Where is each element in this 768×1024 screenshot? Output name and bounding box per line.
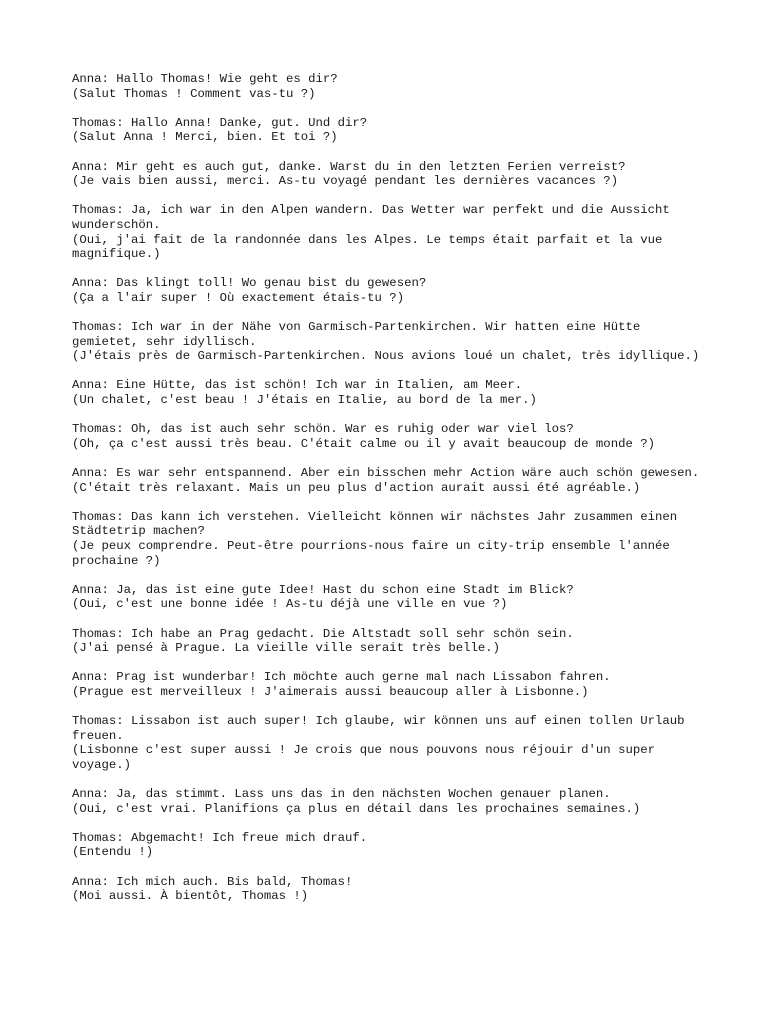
german-line: Anna: Ich mich auch. Bis bald, Thomas! [72,874,353,889]
french-translation: (Ça a l'air super ! Où exactement étais-tu ?) [72,290,405,305]
french-translation: (Lisbonne c'est super aussi ! Je crois que nous pouvons nous réjouir d'un super voyage.) [72,743,663,772]
german-line: Thomas: Ja, ich war in den Alpen wandern. Das Wetter war perfekt und die Aussicht wunderschön. [72,203,678,232]
french-translation: (Salut Thomas ! Comment vas-tu ?) [72,86,316,101]
dialogue-entry [72,510,712,568]
german-line: Thomas: Lissabon ist auch super! Ich glaube, wir können uns auf einen tollen Urlaub freuen. [72,714,692,743]
dialogue-entry [72,203,712,261]
german-line: Thomas: Hallo Anna! Danke, gut. Und dir? [72,115,368,130]
german-line: Anna: Eine Hütte, das ist schön! Ich war in Italien, am Meer. [72,378,523,393]
french-translation: (Je peux comprendre. Peut-être pourrions-nous faire un city-trip ensemble l'année prochaine ?) [72,539,678,568]
french-translation: (J'ai pensé à Prague. La vieille ville serait très belle.) [72,641,501,656]
french-translation: (C'était très relaxant. Mais un peu plus d'action aurait aussi été agréable.) [72,480,641,495]
french-translation: (Oui, j'ai fait de la randonnée dans les Alpes. Le temps était parfait et la vue magnifique.) [72,232,670,262]
german-line: Anna: Ja, das stimmt. Lass uns das in den nächsten Wochen genauer planen. [72,787,611,802]
german-line: Anna: Es war sehr entspannend. Aber ein bisschen mehr Action wäre auch schön gewesen. [72,466,700,481]
french-translation: (Salut Anna ! Merci, bien. Et toi ?) [72,130,338,145]
german-line: Thomas: Abgemacht! Ich freue mich drauf. [72,830,368,845]
dialogue-entry [72,714,712,772]
dialogue-entry [72,831,712,860]
french-translation: (Je vais bien aussi, merci. As-tu voyagé pendant les dernières vacances ?) [72,174,619,189]
dialogue-entry [72,670,712,699]
french-translation: (J'étais près de Garmisch-Partenkirchen. Nous avions loué un chalet, très idyllique.) [72,349,700,364]
french-translation: (Oui, c'est une bonne idée ! As-tu déjà une ville en vue ?) [72,597,508,612]
german-line: Thomas: Ich habe an Prag gedacht. Die Altstadt soll sehr schön sein. [72,626,574,641]
german-line: Anna: Das klingt toll! Wo genau bist du gewesen? [72,276,427,291]
dialogue-entry [72,116,712,145]
dialogue-entry [72,378,712,407]
dialogue-entry [72,422,712,451]
french-translation: (Moi aussi. À bientôt, Thomas !) [72,889,309,904]
document-page [72,72,712,918]
french-translation: (Prague est merveilleux ! J'aimerais aussi beaucoup aller à Lisbonne.) [72,684,589,699]
french-translation: (Un chalet, c'est beau ! J'étais en Italie, au bord de la mer.) [72,393,537,408]
german-line: Anna: Prag ist wunderbar! Ich möchte auch gerne mal nach Lissabon fahren. [72,670,611,685]
dialogue-entry [72,72,712,101]
dialogue-entry [72,160,712,189]
german-line: Anna: Mir geht es auch gut, danke. Warst du in den letzten Ferien verreist? [72,159,626,174]
german-line: Thomas: Ich war in der Nähe von Garmisch-Partenkirchen. Wir hatten eine Hütte gemietet, sehr idyllisch. [72,320,648,349]
french-translation: (Oui, c'est vrai. Planifions ça plus en détail dans les prochaines semaines.) [72,801,641,816]
german-line: Thomas: Das kann ich verstehen. Vielleicht können wir nächstes Jahr zusammen einen Städtetrip machen? [72,509,685,539]
dialogue-entry [72,583,712,612]
german-line: Anna: Hallo Thomas! Wie geht es dir? [72,72,338,86]
german-line: Thomas: Oh, das ist auch sehr schön. War es ruhig oder war viel los? [72,422,574,437]
dialogue-entry [72,627,712,656]
dialogue-entry [72,875,712,904]
french-translation: (Entendu !) [72,845,154,860]
german-line: Anna: Ja, das ist eine gute Idee! Hast du schon eine Stadt im Blick? [72,582,574,597]
french-translation: (Oh, ça c'est aussi très beau. C'était calme ou il y avait beaucoup de monde ?) [72,436,655,451]
dialogue-entry [72,466,712,495]
dialogue-entry [72,276,712,305]
dialogue-entry [72,320,712,364]
dialogue-entry [72,787,712,816]
